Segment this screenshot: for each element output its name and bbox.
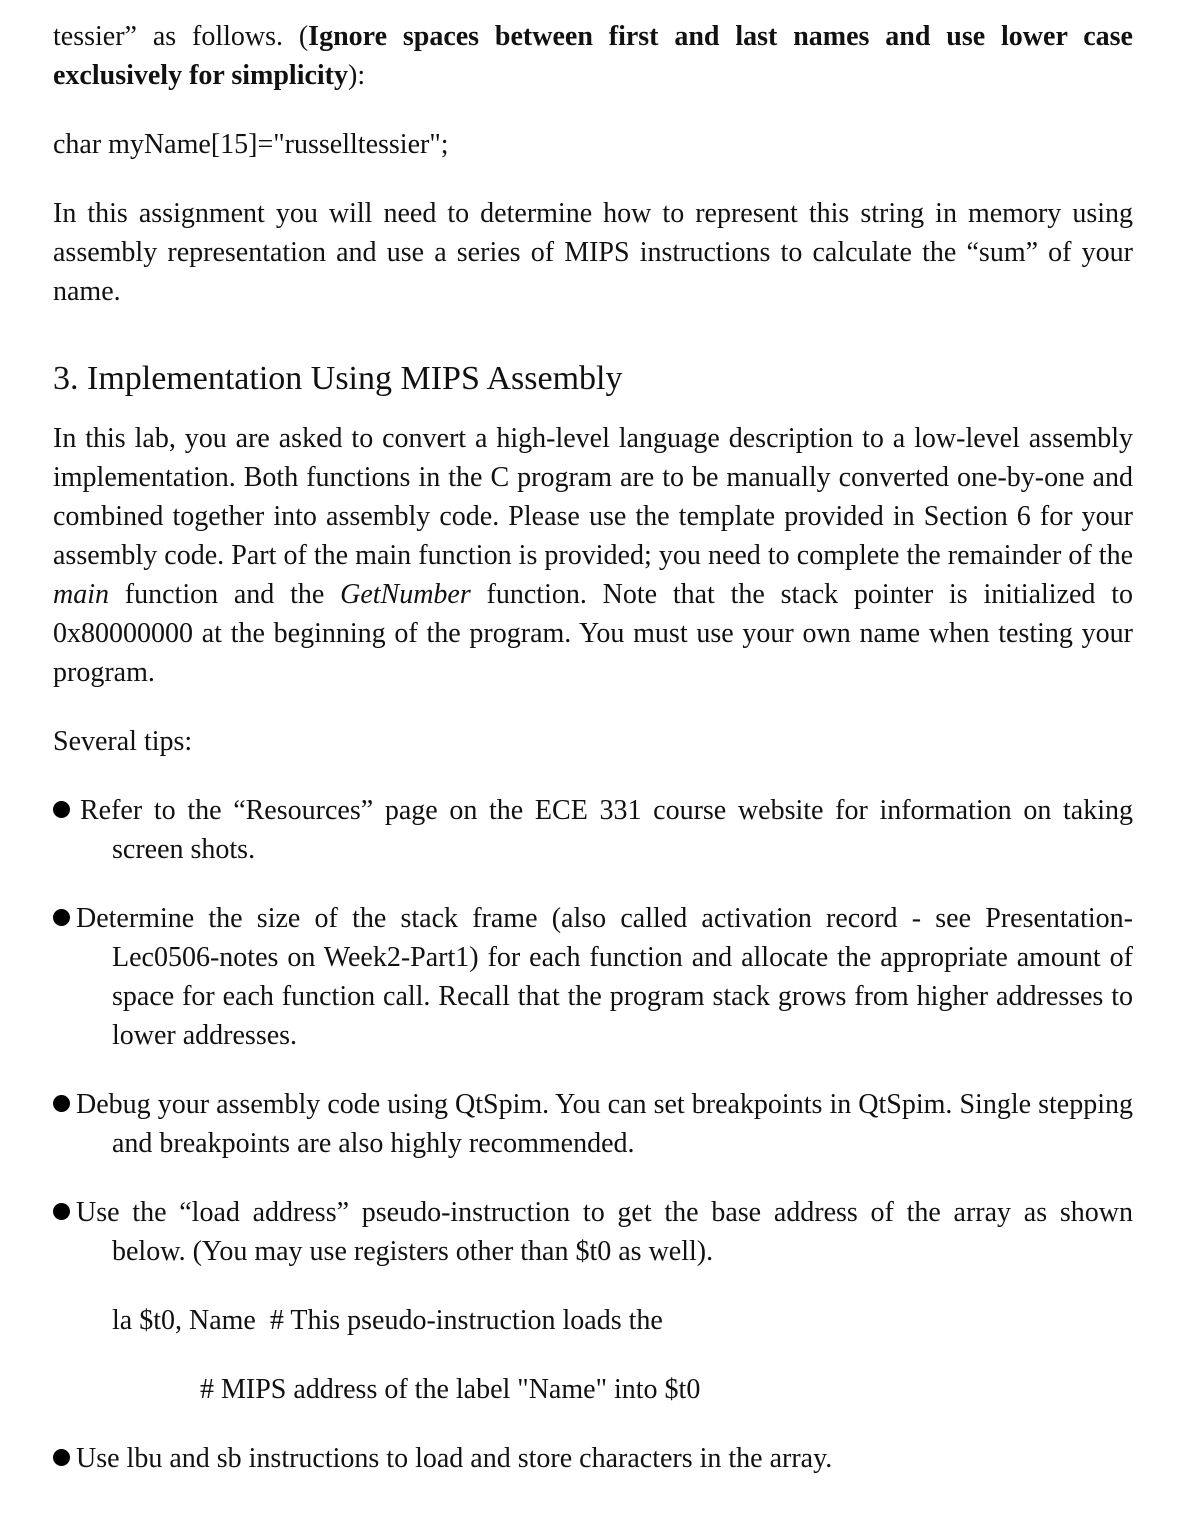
tip-text: Use the “load address” pseudo-instruction to get the base address of the array as shown below. (You may use registers other than $t0 as well). — [76, 1197, 1133, 1267]
main-function-name: main — [53, 579, 109, 610]
bullet-icon — [53, 1203, 70, 1220]
tip-item — [53, 1193, 1133, 1271]
tip-item — [53, 1085, 1133, 1163]
tips-label: Several tips: — [53, 726, 193, 757]
getnumber-function-name: GetNumber — [340, 579, 471, 610]
para-text: function. Note that the stack pointer is initialized to 0x80000000 at the beginning of the program. You must use your own name when testing your program. — [53, 579, 1134, 688]
implementation-paragraph — [53, 419, 1133, 692]
tip-item — [53, 1439, 1133, 1478]
la-comment-line: # MIPS address of the label "Name" into $t0 — [200, 1374, 701, 1405]
tip-text: Refer to the “Resources” page on the ECE 331 course website for information on taking screen shots. — [80, 795, 1133, 865]
tip-item — [53, 899, 1133, 1055]
bullet-icon — [53, 1449, 70, 1466]
assignment-paragraph: In this assignment you will need to determine how to represent this string in memory using assembly representation and use a series of MIPS instructions to calculate the “sum” of your name. — [53, 198, 1133, 307]
tip-text: Debug your assembly code using QtSpim. You can set breakpoints in QtSpim. Single stepping and breakpoints are also highly recommended. — [76, 1089, 1133, 1159]
code-line: char myName[15]="russelltessier"; — [53, 129, 449, 160]
bullet-icon — [53, 1095, 70, 1112]
para-text: function and the — [109, 579, 341, 610]
intro-text-end: ): — [348, 60, 366, 91]
bullet-icon — [53, 801, 70, 818]
la-instruction-line: la $t0, Name # This pseudo-instruction loads the — [112, 1305, 663, 1336]
section-heading: 3. Implementation Using MIPS Assembly — [53, 360, 623, 397]
intro-bold-text: Ignore spaces between first and last names and use lower case exclusively for simplicity — [53, 21, 1133, 91]
tip-item — [53, 791, 1133, 869]
intro-paragraph — [53, 17, 1133, 95]
bullet-icon — [53, 909, 70, 926]
intro-text: tessier” as follows. ( — [53, 21, 309, 52]
tip-text: Determine the size of the stack frame (also called activation record - see Presentation-Lec0506-notes on Week2-Part1) for each function and allocate the appropriate amount of space for each function call. Recall that the program stack grows from higher addresses to lower addresses. — [76, 903, 1133, 1051]
para-text: In this lab, you are asked to convert a high-level language description to a low-level assembly implementation. Both functions in the C program are to be manually converted one-by-one and combined together into assembly code. Please use the template provided in Section 6 for your assembly code. Part of the main function is provided; you need to complete the remainder of the — [53, 423, 1133, 571]
tip-text: Use lbu and sb instructions to load and store characters in the array. — [76, 1443, 833, 1474]
